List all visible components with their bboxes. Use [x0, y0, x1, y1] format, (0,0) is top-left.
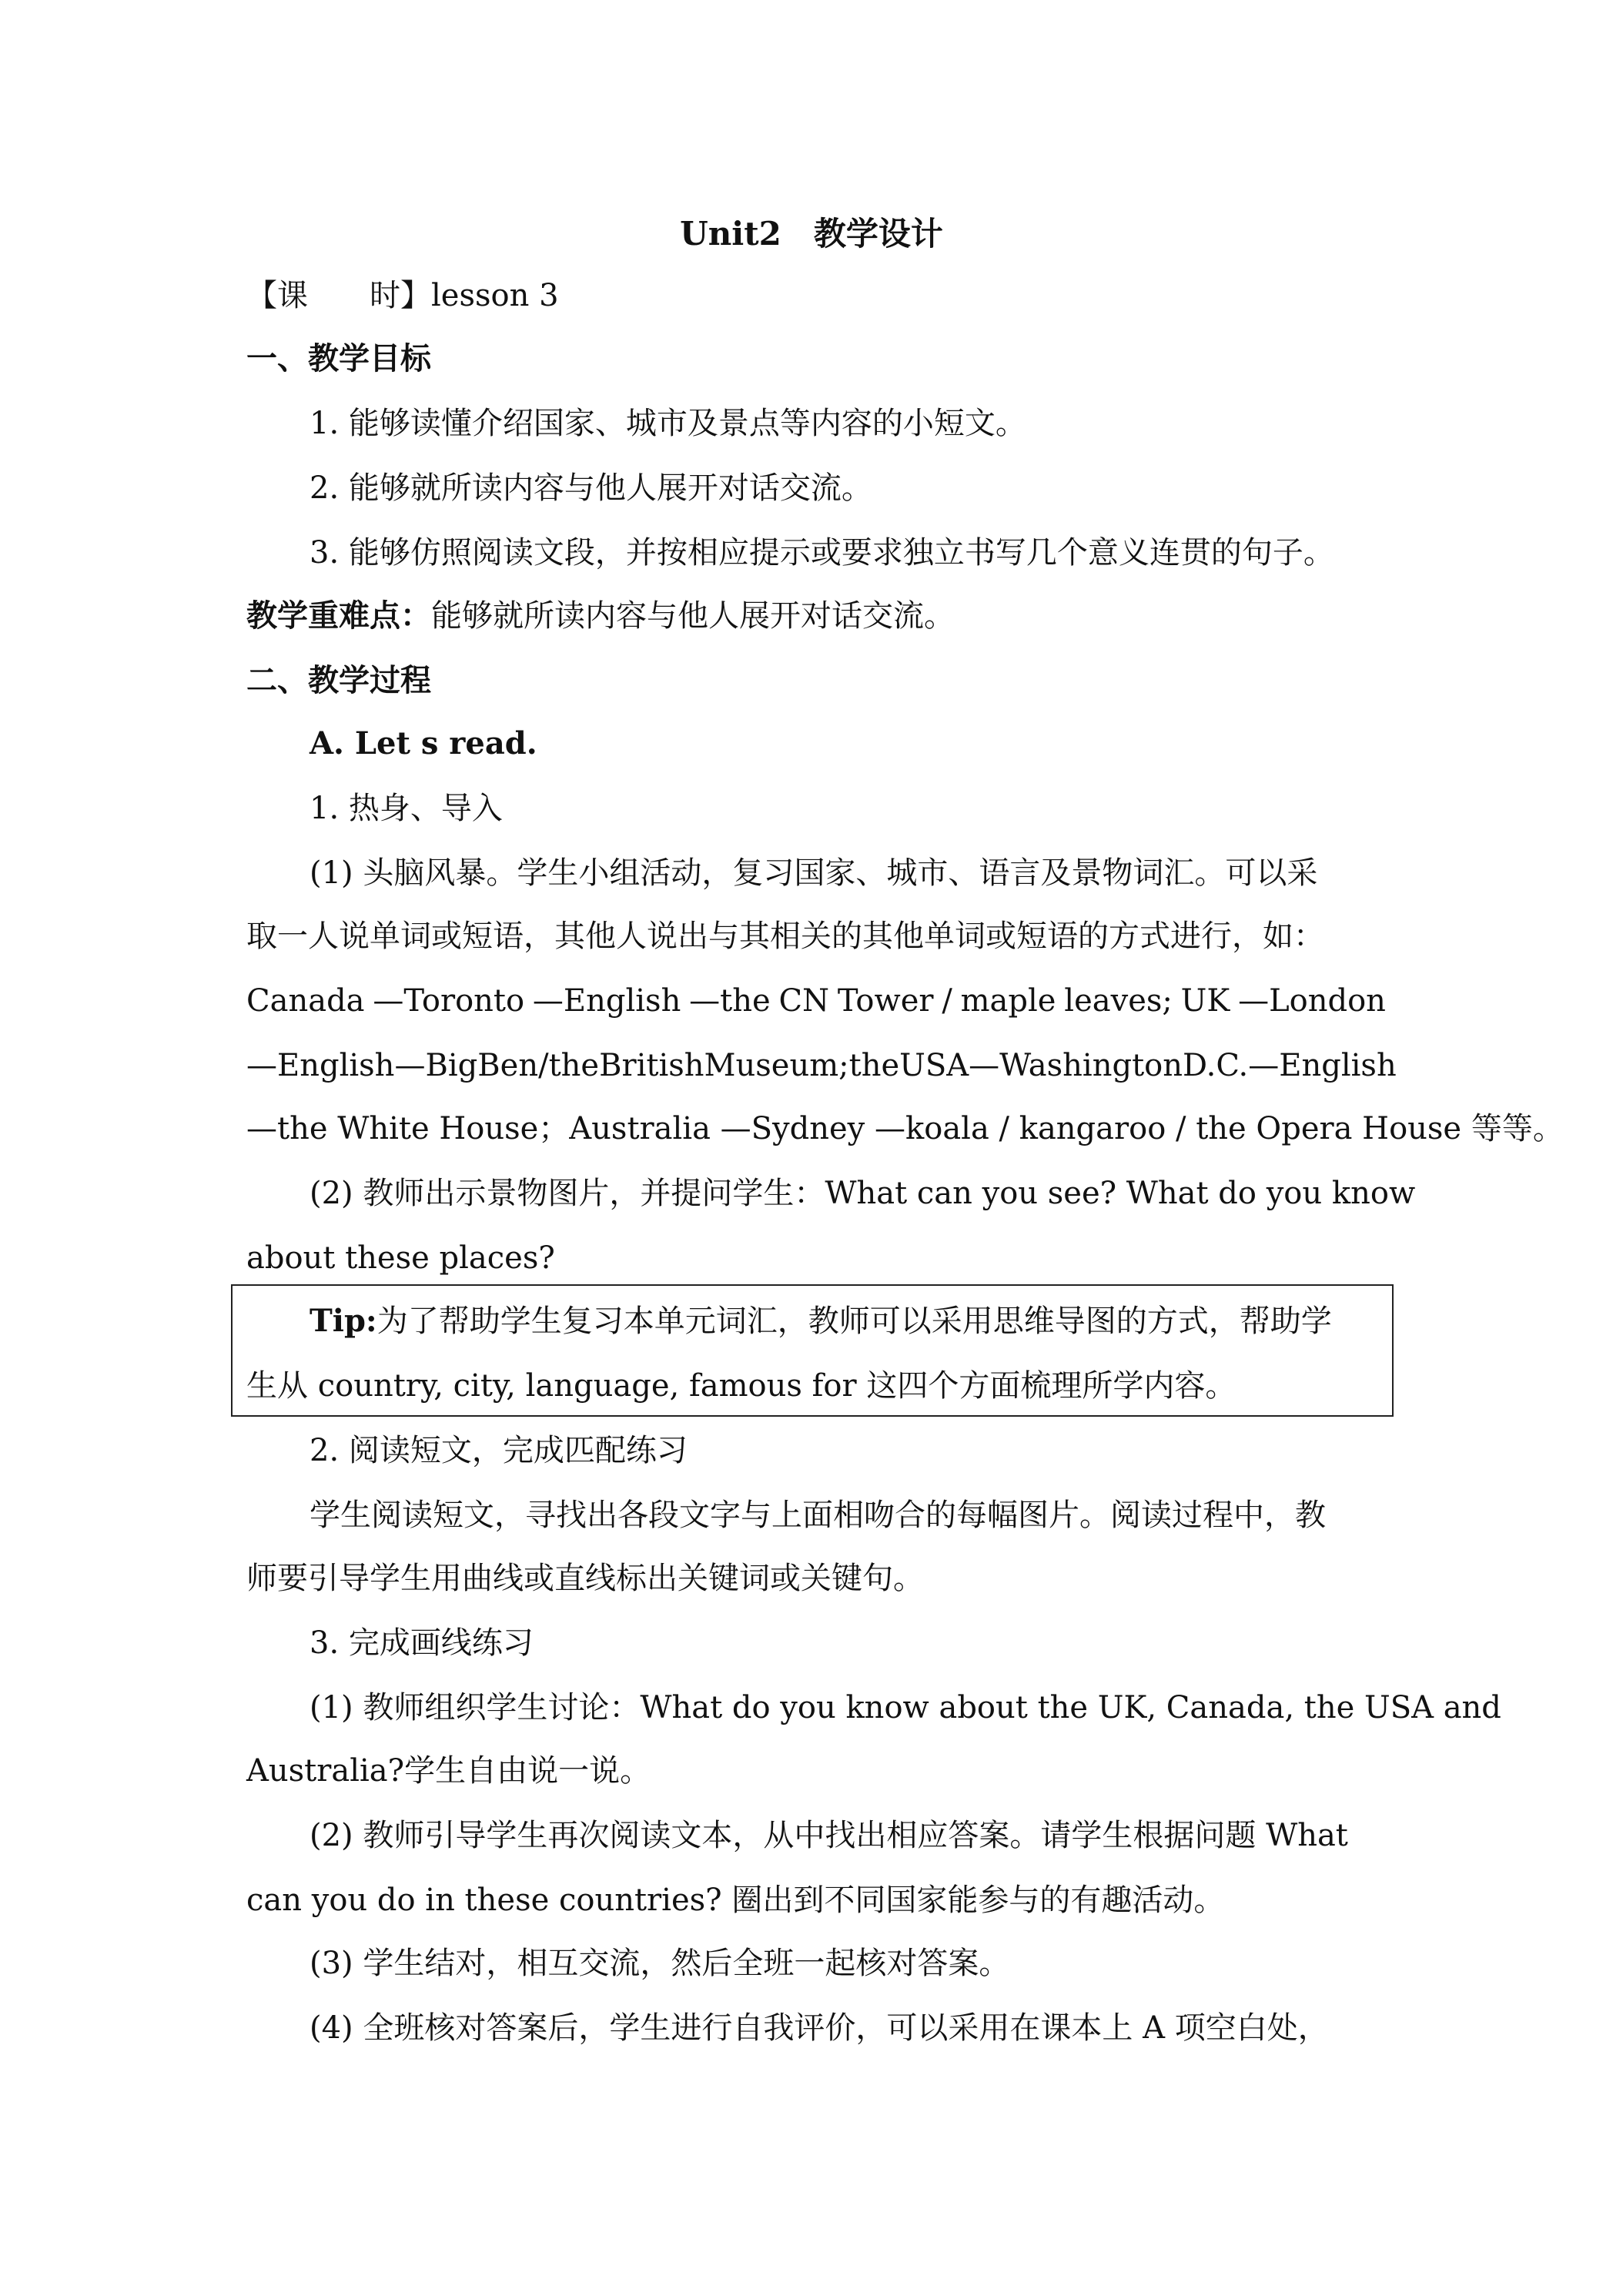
word: /: [942, 983, 952, 1019]
word: the: [548, 1048, 600, 1083]
step3-heading: 3. 完成画线练习: [310, 1625, 534, 1661]
lesson-value: lesson 3: [431, 278, 559, 313]
word: —English: [532, 983, 681, 1019]
word: British: [599, 1048, 704, 1083]
word: —Big: [394, 1048, 478, 1083]
tip-label: Tip:: [310, 1303, 377, 1339]
paragraph-2-line-2: about these places?: [246, 1240, 555, 1276]
key-point-label: 教学重难点：: [246, 597, 431, 634]
objective-1: 1. 能够读懂介绍国家、城市及景点等内容的小短文。: [310, 406, 1026, 441]
step3-p4: (4) 全班核对答案后，学生进行自我评价，可以采用在课本上 A 项空白处，: [310, 2010, 1329, 2046]
step2-heading: 2. 阅读短文，完成匹配练习: [310, 1433, 688, 1468]
section1-heading: 一、教学目标: [246, 340, 431, 377]
word: D.C.: [1183, 1048, 1249, 1083]
word: —the: [689, 983, 771, 1019]
step3-p1-line-1: (1) 教师组织学生讨论：What do you know about the UK, Canada, the USA and: [310, 1690, 1501, 1725]
tip-text-1: 为了帮助学生复习本单元词汇，教师可以采用思维导图的方式，帮助学: [376, 1304, 1332, 1339]
paragraph-1-line-3: [246, 981, 1386, 1021]
step2-line-1: 学生阅读短文，寻找出各段文字与上面相吻合的每幅图片。阅读过程中，教: [310, 1498, 1326, 1533]
word: —London: [1238, 983, 1386, 1019]
paragraph-2-line-1: (2) 教师出示景物图片，并提问学生：What can you see? What do you know: [310, 1176, 1416, 1211]
word: the: [848, 1048, 900, 1083]
section2-heading: 二、教学过程: [246, 662, 431, 698]
lesson-line: [246, 276, 1386, 316]
step2-line-2: 师要引导学生用曲线或直线标出关键词或关键句。: [246, 1561, 924, 1596]
word: UK: [1180, 983, 1230, 1019]
step3-p2-line-2: can you do in these countries? 圈出到不同国家能参与的有趣活动。: [246, 1883, 1225, 1918]
word: maple: [960, 983, 1056, 1019]
key-point-line: [246, 596, 1386, 636]
word: —Toronto: [373, 983, 525, 1019]
tip-line-1: [310, 1301, 1386, 1341]
paragraph-1-line-5: —the White House；Australia —Sydney —koala / kangaroo / the Opera House 等等。: [246, 1111, 1564, 1146]
paragraph-1-line-2: 取一人说单词或短语，其他人说出与其相关的其他单词或短语的方式进行，如：: [246, 919, 1324, 954]
tip-line-2: 生从 country, city, language, famous for 这四个方面梳理所学内容。: [246, 1368, 1236, 1404]
step3-p3: (3) 学生结对，相互交流，然后全班一起核对答案。: [310, 1946, 1010, 1981]
step3-p1-line-2: Australia?学生自由说一说。: [246, 1753, 651, 1789]
word: CN: [778, 983, 830, 1019]
step3-p2-line-1: (2) 教师引导学生再次阅读文本，从中找出相应答案。请学生根据问题 What: [310, 1818, 1348, 1853]
word: Museum;: [704, 1048, 849, 1083]
paragraph-1-line-4: [246, 1046, 1397, 1086]
word: USA: [899, 1048, 969, 1083]
lesson-label: 【课 时】: [246, 278, 431, 313]
word: —Washington: [969, 1048, 1183, 1083]
step1-heading: 1. 热身、导入: [310, 791, 503, 826]
word: —English: [1248, 1048, 1397, 1083]
key-point-text: 能够就所读内容与他人展开对话交流。: [431, 598, 955, 634]
word: —English: [246, 1048, 395, 1083]
word: Ben: [477, 1048, 539, 1083]
word: Canada: [246, 983, 365, 1019]
word: Tower: [837, 983, 934, 1019]
paragraph-1-line-1: (1) 头脑风暴。学生小组活动，复习国家、城市、语言及景物词汇。可以采: [310, 855, 1318, 891]
word: leaves;: [1064, 983, 1173, 1019]
objective-2: 2. 能够就所读内容与他人展开对话交流。: [310, 470, 872, 506]
subsection-a-heading: A. Let s read.: [310, 725, 537, 761]
word: /: [538, 1048, 549, 1083]
page-title: Unit2 教学设计: [680, 215, 943, 253]
objective-3: 3. 能够仿照阅读文段，并按相应提示或要求独立书写几个意义连贯的句子。: [310, 535, 1334, 571]
